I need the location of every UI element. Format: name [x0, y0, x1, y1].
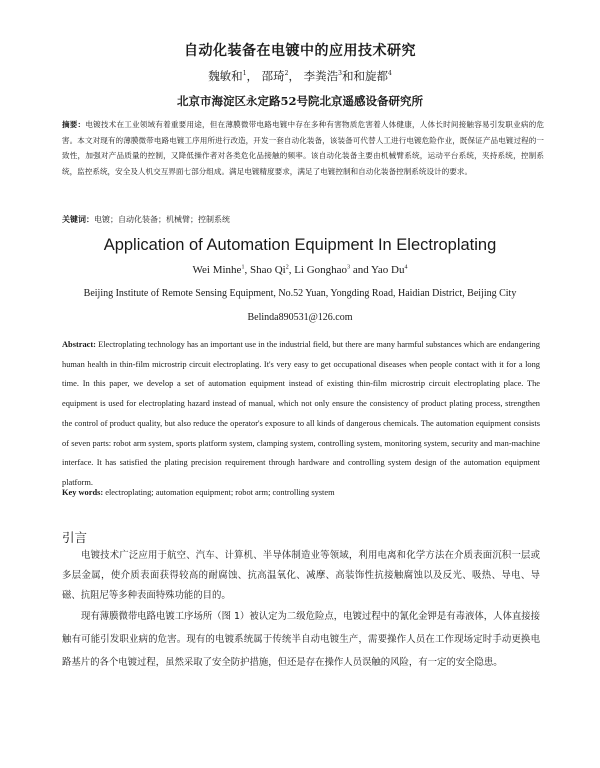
cn-abstract-label: 摘要：: [62, 120, 86, 129]
cn-affiliation: 北京市海淀区永定路52号院北京遥感设备研究所: [176, 94, 423, 108]
cn-keywords-label: 关键词：: [62, 215, 94, 224]
cn-keywords-text: 电镀；自动化装备；机械臂；控制系统: [94, 215, 230, 224]
en-affiliation: Beijing Institute of Remote Sensing Equipment, No.52 Yuan, Yongding Road, Haidian District, Beijing City: [83, 288, 517, 299]
en-abstract-text: Electroplating technology has an important use in the industrial field, but there are many harmful substances which are endangering human health in thin-film microstrip circuit electroplating. It's very easy to get occupational diseases when people contact with it for a long time. In this paper, we develop a set of automation equipment instead of existing thin-film microstrip circuit electroplating place. The equipment is used for electroplating hazard instead of manual, which not only ensure the consistency of product plating process, strengthen the control of product quality, but also reduce the operator's exposure to all kinds of dangerous chemicals. The automation equipment consists of seven parts: robot arm system, sports platform system, clamping system, controlling system, monitoring system, security and man-machine interface. It has satisfied the plating precision requirement through hardware and controlling system design of the automation equipment platform.: [62, 340, 540, 487]
cn-authors: 魏敏和$^1$， 邵琦$^2$， 李粪浩$^3$和和旋都$^4$: [208, 69, 392, 83]
en-author-name: Yao Du: [371, 264, 405, 276]
author-index: 1: [242, 70, 247, 78]
en-title: Application of Automation Equipment In Electroplating: [103, 236, 497, 254]
author-index: 3: [338, 70, 342, 78]
en-keywords-text: electroplating; automation equipment; robot arm; controlling system: [105, 488, 335, 497]
en-keywords: [62, 488, 540, 497]
author-index: 1: [241, 264, 245, 271]
cn-keywords: [62, 214, 544, 225]
author-index: 3: [347, 264, 351, 271]
section-heading-introduction: 引言: [62, 530, 88, 545]
en-author-name: Shao Qi: [249, 264, 286, 276]
author-index: 2: [284, 70, 289, 78]
cn-author-name: 和旋都: [353, 69, 388, 83]
cn-abstract: [62, 117, 544, 179]
cn-author-name: 魏敏和: [208, 69, 243, 83]
author-email: Belinda890531@126.com: [247, 312, 353, 323]
en-keywords-label: Key words:: [62, 488, 104, 497]
author-index: 2: [285, 264, 289, 271]
cn-author-name: 邵琦: [261, 69, 285, 83]
en-author-name: Wei Minhe: [192, 264, 242, 276]
cn-abstract-text: 电镀技术在工业领域有着重要用途，但在薄膜微带电路电镀中存在多种有害物质危害着人体健康，人体长时间接触容易引发职业病的危害。本文对现有的薄膜微带电路电镀工序用所进行改造，开发一套自动化装备，该装备可代替人工进行电镀危险作业，既保证产品电镀过程的一致性，加强对产品质量的控制，又降低操作者对各类危化品接触的频率。该自动化装备主要由机械臂系统，运动平台系统，夹持系统，控制系统，监控系统，安全及人机交互界面七部分组成。满足电镀精度要求，满足了电镀控制和自动化装备控制系统设计的要求。: [62, 120, 545, 176]
cn-author-name: 李粪浩: [303, 69, 339, 83]
cn-title: 自动化装备在电镀中的应用技术研究: [184, 43, 416, 59]
en-abstract: [62, 335, 540, 493]
en-abstract-label: Abstract:: [62, 340, 96, 349]
body-paragraph: 现有薄膜微带电路电镀工序场所（图 1）被认定为二级危险点，电镀过程中的氰化金钾是有毒液体，人体直接接触有可能引发职业病的危害。现有的电镀系统属于传统半自动电镀生产，需要操作人员在工作现场定时手动更换电路基片的各个电镀过程，虽然采取了安全防护措施，但还是存在操作人员误触的风险，有一定的安全隐患。: [62, 611, 540, 668]
en-author-name: Li Gonghao: [294, 264, 348, 276]
body-paragraph: 电镀技术广泛应用于航空、汽车、计算机、半导体制造业等领域，利用电离和化学方法在介质表面沉积一层或多层金属，使介质表面获得较高的耐腐蚀、抗高温氧化、减摩、高装饰性抗接触腐蚀以及反光、吸热、导电、导磁、抗阻尼等多种表面特殊功能的目的。: [62, 550, 540, 601]
en-authors: Wei Minhe$^1$, Shao Qi$^2$, Li Gonghao$^3$ and Yao Du$^4$: [192, 264, 408, 276]
author-index: 4: [404, 264, 408, 271]
author-index: 4: [387, 70, 392, 78]
